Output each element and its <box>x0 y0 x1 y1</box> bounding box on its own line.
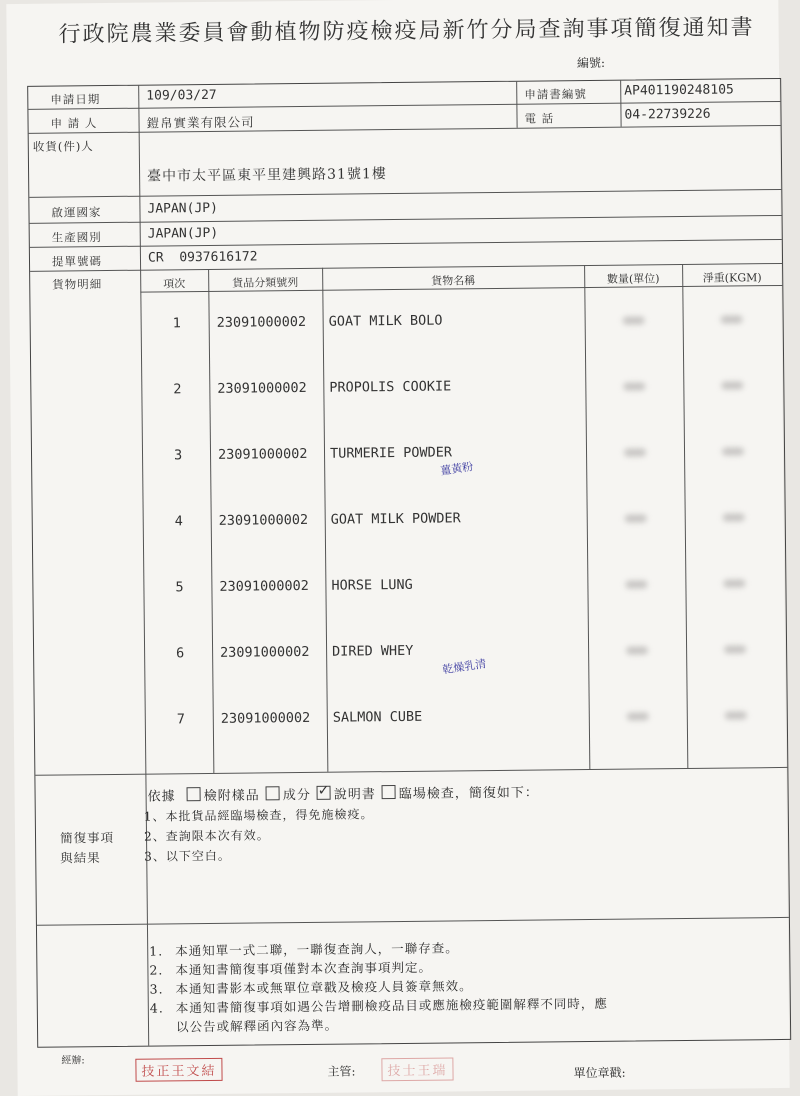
goods-row-name: HORSE LUNG <box>331 577 412 594</box>
option-list <box>181 786 539 805</box>
handwritten-note: 薑黃粉 <box>439 458 474 479</box>
note-text: 本通知單一式二聯，一聯復查詢人，一聯存查。 <box>175 940 459 958</box>
reply-line-3: 3、以下空白。 <box>144 847 231 865</box>
waybill-value: CR 0937616172 <box>148 249 258 265</box>
rule <box>516 82 517 128</box>
note-number: 3. <box>150 979 176 998</box>
serial-label: 編號: <box>577 54 605 71</box>
note-text: 本通知書簡復事項僅對本次查詢事項判定。 <box>175 960 432 978</box>
goods-row-name: GOAT MILK BOLO <box>329 313 443 330</box>
rule <box>208 269 214 773</box>
goods-row-code: 23091000002 <box>220 644 310 661</box>
producer-label: 生產國別 <box>52 229 102 246</box>
rule <box>30 215 782 224</box>
rule <box>682 264 688 768</box>
apply-no-label: 申請書編號 <box>524 86 587 103</box>
goods-row-name: GOAT MILK POWDER <box>331 510 461 527</box>
redacted-weight <box>724 645 746 653</box>
rule <box>35 767 787 776</box>
option-label: 成分 <box>283 788 311 803</box>
note-text: 以公告或解釋函內容為準。 <box>176 1018 338 1035</box>
note-text: 本通知書影本或無單位章戳及檢疫人員簽章無效。 <box>176 978 473 996</box>
redacted-weight <box>723 513 745 521</box>
goods-section-label: 貨物明細 <box>52 276 102 293</box>
supervisor-label: 主管: <box>327 1062 355 1079</box>
rule <box>29 189 781 198</box>
goods-row-no: 1 <box>173 315 181 331</box>
rule <box>29 125 781 134</box>
reply-options <box>147 782 538 805</box>
goods-row-code: 23091000002 <box>219 578 309 595</box>
goods-row-no: 4 <box>175 513 183 529</box>
phone-label: 電 話 <box>524 110 554 126</box>
note-number: 2. <box>149 960 175 979</box>
origin-label: 啟運國家 <box>51 204 101 221</box>
producer-value: JAPAN(JP) <box>148 226 219 242</box>
supervisor-stamp: 技士王瑞 <box>381 1057 453 1081</box>
goods-row-code: 23091000002 <box>217 314 307 331</box>
redacted-weight <box>721 315 743 323</box>
goods-row-name: DIRED WHEY <box>332 643 413 660</box>
apply-no-value: AP401190248105 <box>624 82 734 98</box>
goods-row-no: 3 <box>174 447 182 463</box>
reply-line-1: 1、本批貨品經臨場檢查，得免施檢疫。 <box>144 805 374 824</box>
option-label: 檢附樣品 <box>204 788 260 804</box>
goods-row-code: 23091000002 <box>218 446 308 463</box>
form-frame <box>27 78 791 1048</box>
rule <box>620 81 621 127</box>
apply-date-label: 申請日期 <box>50 91 100 108</box>
col-header-qty: 數量(單位) <box>584 270 682 287</box>
rule <box>30 239 782 248</box>
col-header-code: 貨品分類號列 <box>208 274 322 291</box>
officer-stamp: 技正王文結 <box>135 1058 222 1082</box>
consignee-address: 臺中市太平區東平里建興路31號1樓 <box>147 163 387 186</box>
redacted-quantity <box>623 316 645 324</box>
document-sheet <box>6 0 789 1096</box>
phone-value: 04-22739226 <box>624 107 710 123</box>
redacted-quantity <box>623 382 645 390</box>
consignee-label: 收貨(件)人 <box>33 138 94 155</box>
col-header-no: 項次 <box>140 275 208 292</box>
goods-row-no: 2 <box>173 381 181 397</box>
goods-row-code: 23091000002 <box>219 512 309 529</box>
redacted-quantity <box>625 514 647 522</box>
redacted-weight <box>721 381 743 389</box>
notes-list <box>149 937 608 1037</box>
goods-row-name: TURMERIE POWDER <box>330 444 452 461</box>
redacted-quantity <box>627 712 649 720</box>
goods-row-no: 6 <box>176 645 184 661</box>
goods-row-code: 23091000002 <box>217 380 307 397</box>
reply-section-label: 簡復事項與結果 <box>60 828 124 869</box>
unit-stamp-label: 單位章戳: <box>573 1064 625 1082</box>
applicant-label: 申 請 人 <box>50 115 97 131</box>
option-label: 臨場檢查，簡復如下： <box>399 786 539 802</box>
basis-label: 依據 <box>148 789 176 804</box>
document-title: 行政院農業委員會動植物防疫檢疫局新竹分局查詢事項簡復通知書 <box>46 10 766 49</box>
origin-value: JAPAN(JP) <box>147 201 218 217</box>
redacted-quantity <box>625 580 647 588</box>
redacted-weight <box>723 579 745 587</box>
option-checkbox[interactable] <box>266 786 280 800</box>
note-line <box>150 1013 608 1037</box>
redacted-quantity <box>626 646 648 654</box>
applicant-value: 鎧帛實業有限公司 <box>146 112 254 131</box>
option-checkbox[interactable] <box>187 787 201 801</box>
rule <box>584 265 590 769</box>
option-checkbox[interactable] <box>317 786 331 800</box>
handwritten-note: 乾燥乳清 <box>441 655 487 677</box>
goods-row-name: SALMON CUBE <box>333 709 423 726</box>
note-number: 4. <box>150 998 176 1017</box>
redacted-weight <box>725 711 747 719</box>
reply-line-2: 2、查詢限本次有效。 <box>144 826 270 844</box>
goods-row-no: 7 <box>177 711 185 727</box>
officer-label: 經辦: <box>61 1051 85 1066</box>
redacted-quantity <box>624 448 646 456</box>
waybill-label: 提單號碼 <box>52 253 102 270</box>
rule <box>37 917 789 926</box>
note-number: 1. <box>149 941 175 960</box>
apply-date-value: 109/03/27 <box>146 88 217 104</box>
note-text: 本通知書簡復事項如遇公告增刪檢疫品目或應施檢疫範圍解釋不同時，應 <box>176 996 608 1016</box>
rule <box>322 268 328 772</box>
goods-row-name: PROPOLIS COOKIE <box>329 378 451 395</box>
option-checkbox[interactable] <box>382 785 396 799</box>
goods-row-code: 23091000002 <box>221 710 311 727</box>
redacted-weight <box>722 447 744 455</box>
goods-row-no: 5 <box>175 579 183 595</box>
col-header-weight: 淨重(KGM) <box>682 269 782 286</box>
col-header-name: 貨物名稱 <box>322 271 584 290</box>
option-label: 說明書 <box>334 787 376 802</box>
